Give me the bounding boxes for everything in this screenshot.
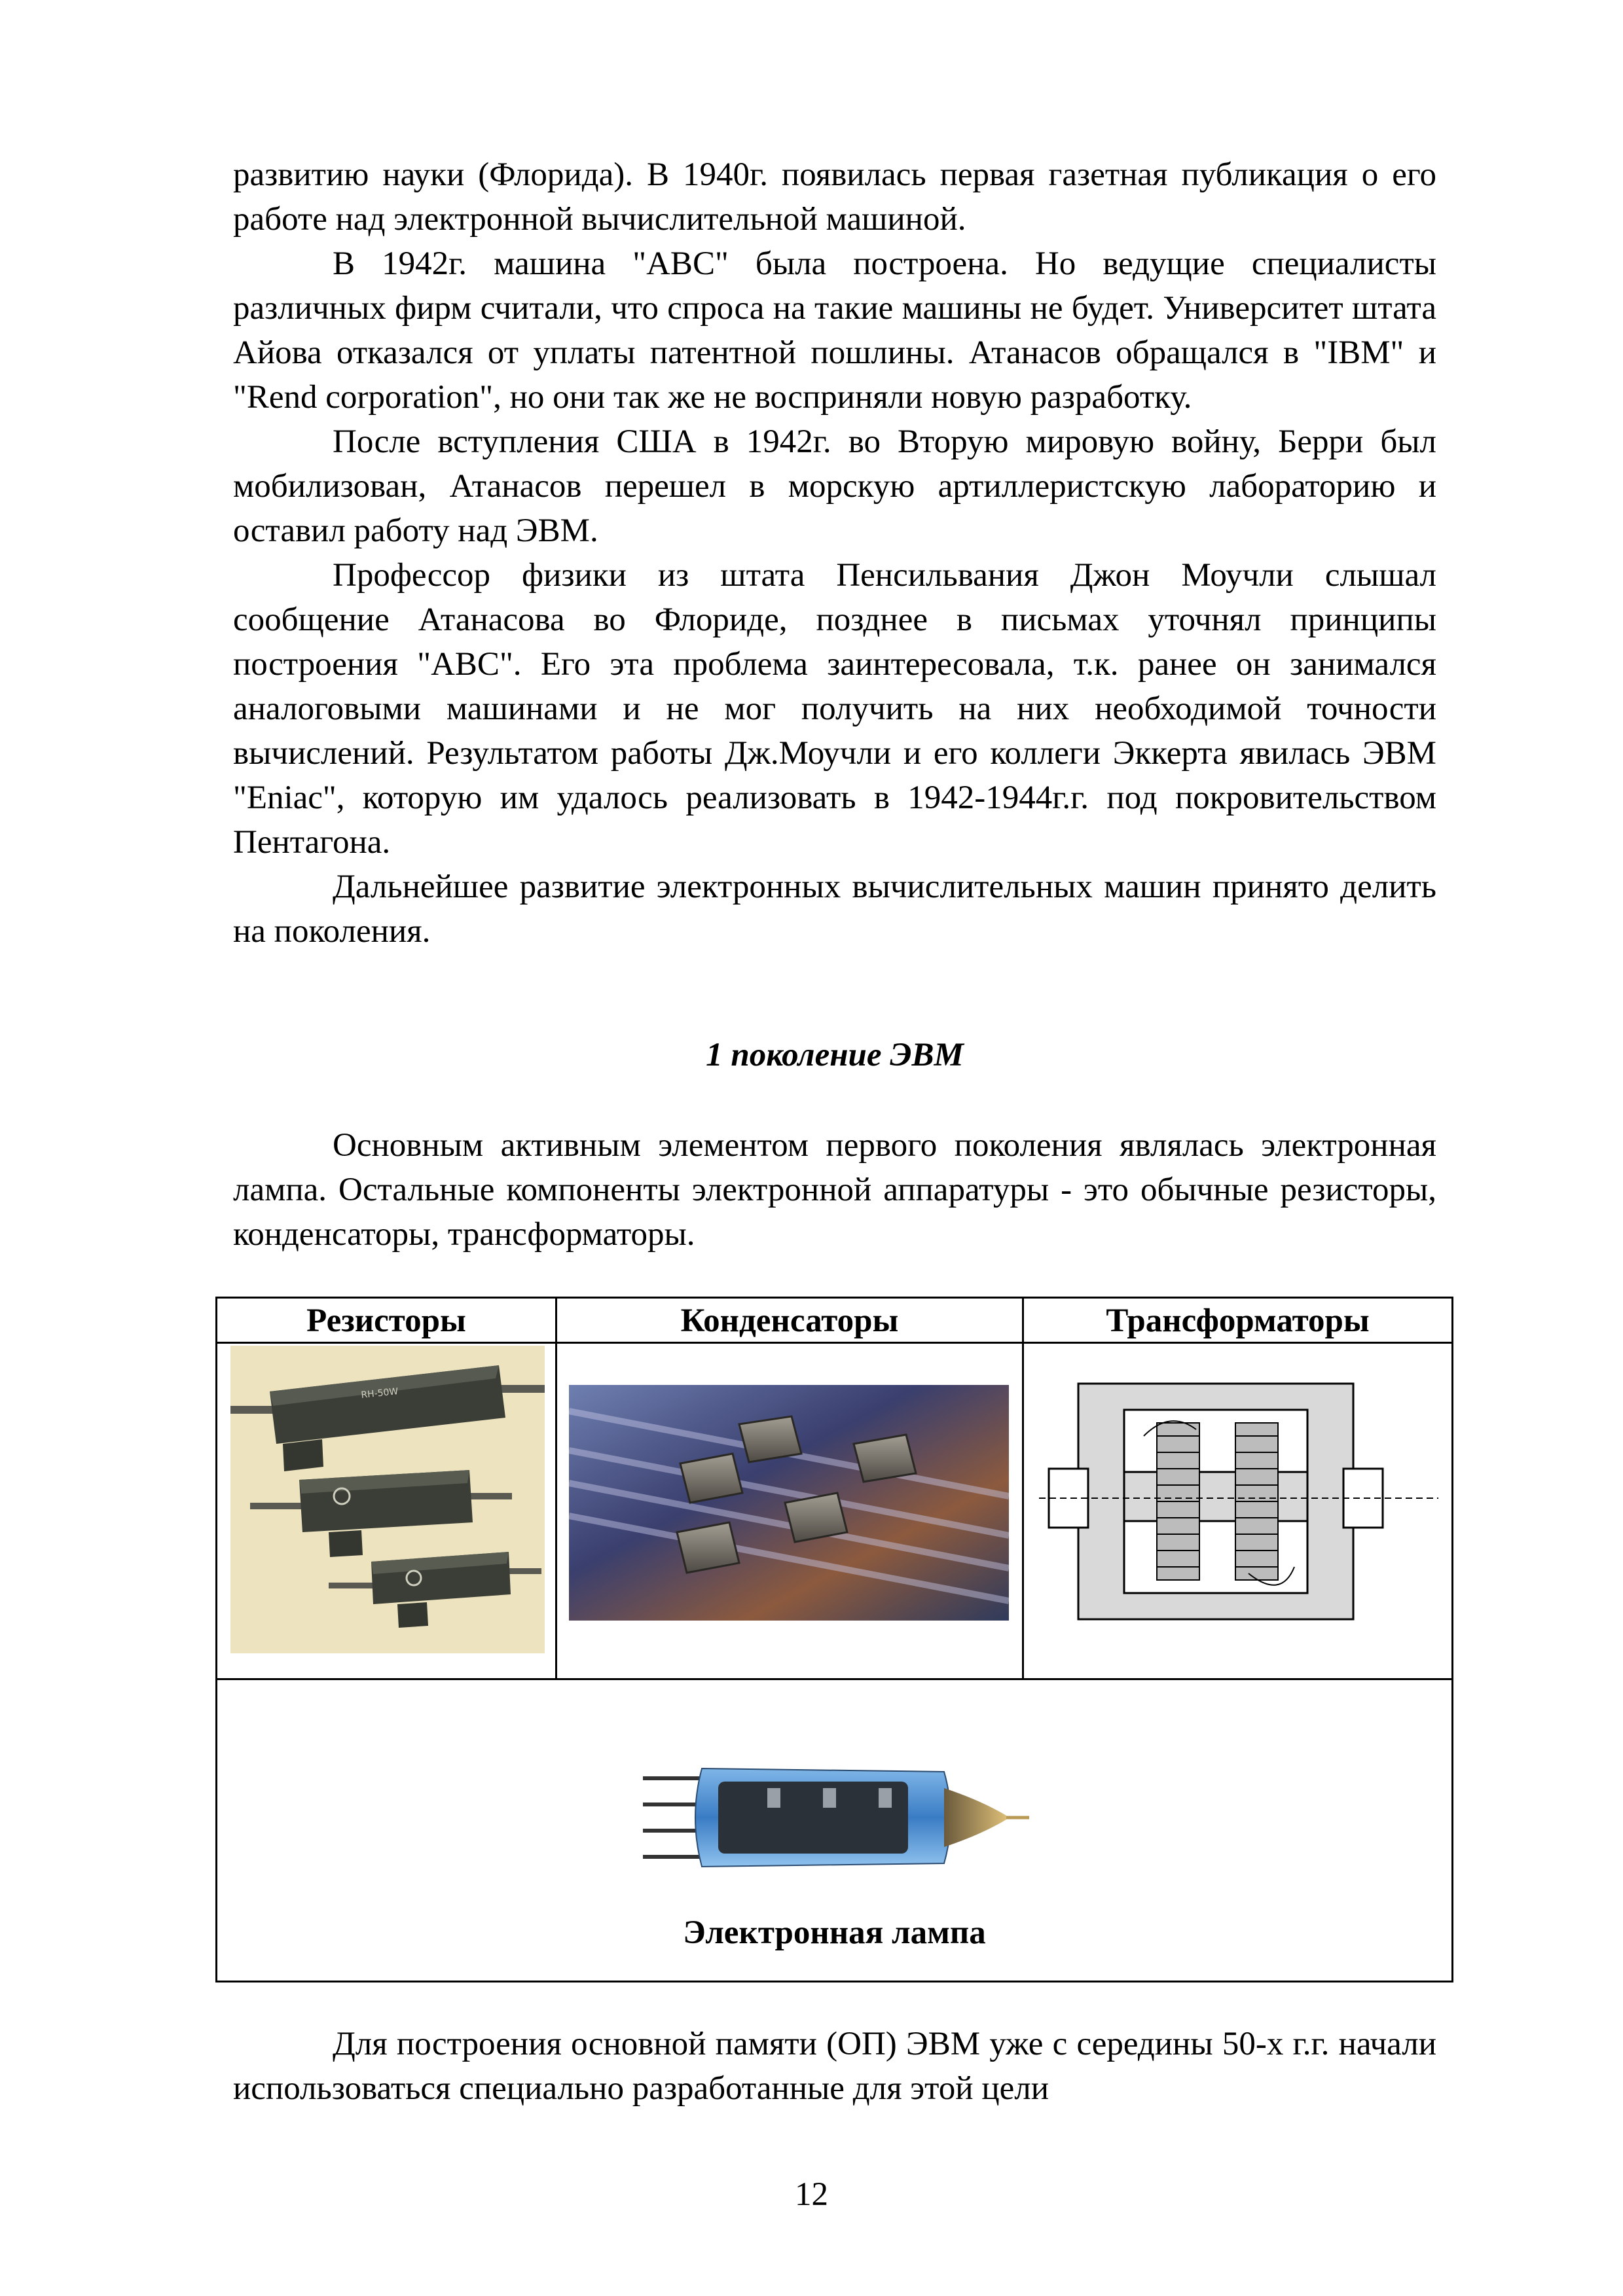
table-row-divider: [217, 1678, 1451, 1680]
header-transformers: Трансформаторы: [1106, 1302, 1370, 1339]
capacitor-chip: [854, 1435, 916, 1482]
header-capacitors: Конденсаторы: [680, 1302, 899, 1339]
capacitor-chip: [677, 1522, 739, 1573]
table-header-divider: [217, 1342, 1451, 1344]
paragraph: Профессор физики из штата Пенсильвания Джон Моучли слышал сообщение Атанасова во Флориде, позднее в письмах уточнял принципы построения "АВС". Его эта проблема заинтересовала, т.к. ранее он занимался аналоговыми машинами и не мог получить на них необходимой точности вычислений. Результатом работы Дж.Моучли и его коллеги Эккерта явилась ЭВМ "Eniac", которую им удалось реализовать в 1942-1944г.г. под покровительством Пентагона.: [233, 557, 1436, 861]
svg-text:RH-50W: RH-50W: [360, 1386, 399, 1401]
capacitor-chip: [680, 1454, 742, 1503]
vacuum-tube-image: [643, 1736, 1036, 1893]
page-number: 12: [795, 2176, 828, 2213]
body-text-bottom: [233, 2022, 1436, 2111]
capacitor-chip: [739, 1416, 801, 1462]
table-col-divider-1: [555, 1299, 557, 1680]
header-resistors: Резисторы: [306, 1302, 466, 1339]
paragraph: Дальнейшее развитие электронных вычислительных машин принято делить на поколения.: [233, 869, 1436, 950]
paragraph: развитию науки (Флорида). В 1940г. появилась первая газетная публикация о его работе над электронной вычислительной машиной.: [233, 156, 1436, 238]
body-text-top: [233, 152, 1436, 954]
paragraph: В 1942г. машина "АВС" была построена. Но ведущие специалисты различных фирм считали, что спроса на такие машины не будет. Университет штата Айова отказался от уплаты патентной пошлины. Атанасов обращался в "IBM" и "Rend corporation", но они так же не восприняли новую разработку.: [233, 245, 1436, 416]
resistors-image: [230, 1346, 545, 1653]
paragraph: После вступления США в 1942г. во Вторую мировую войну, Берри был мобилизован, Атанасов перешел в морскую артиллеристскую лабораторию и оставил работу над ЭВМ.: [233, 423, 1436, 549]
components-table: [215, 1297, 1453, 1982]
capacitors-image: [569, 1385, 1009, 1621]
paragraph: Основным активным элементом первого поколения являлась электронная лампа. Остальные компоненты электронной аппаратуры - это обычные резисторы, конденсаторы, трансформаторы.: [233, 1127, 1436, 1253]
transformer-diagram: [1039, 1357, 1438, 1665]
section-heading: 1 поколение ЭВМ: [706, 1037, 964, 1073]
body-text-mid: [233, 1123, 1436, 1257]
paragraph: Для построения основной памяти (ОП) ЭВМ уже с середины 50-х г.г. начали использоваться специально разработанные для этой цели: [233, 2026, 1436, 2107]
vacuum-tube-caption: Электронная лампа: [683, 1914, 986, 1951]
capacitor-chip: [785, 1493, 847, 1542]
table-col-divider-2: [1022, 1299, 1024, 1680]
